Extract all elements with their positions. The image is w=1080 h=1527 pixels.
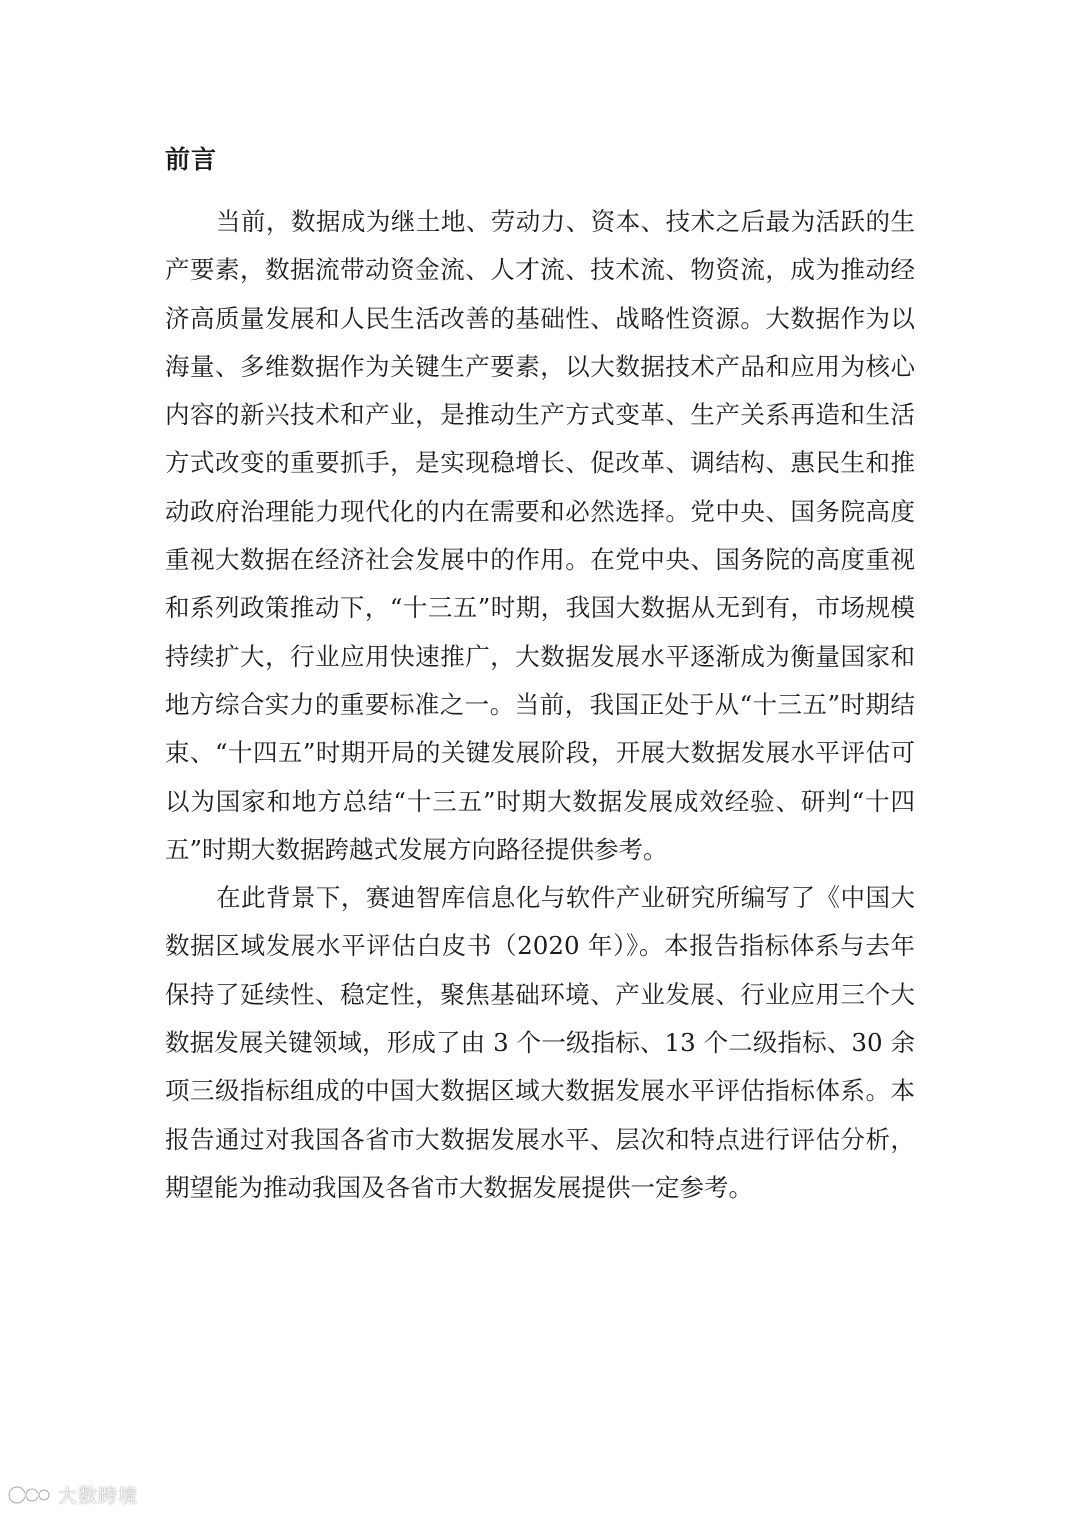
page-title: 前言 xyxy=(165,145,218,174)
watermark xyxy=(6,1481,138,1508)
brand-logo-icon xyxy=(6,1484,52,1506)
body-text xyxy=(165,198,915,1212)
paragraph-2: 在此背景下，赛迪智库信息化与软件产业研究所编写了《中国大数据区域发展水平评估白皮书（2020 年）》。本报告指标体系与去年保持了延续性、稳定性，聚焦基础环境、产业发展、行业应用三个大数据发展关键领域，形成了由 3 个一级指标、13 个二级指标、30 余项三级指标组成的中国大数据区域大数据发展水平评估指标体系。本报告通过对我国各省市大数据发展水平、层次和特点进行评估分析，期望能为推动我国及各省市大数据发展提供一定参考。 xyxy=(165,883,915,1202)
paragraph-1: 当前，数据成为继土地、劳动力、资本、技术之后最为活跃的生产要素，数据流带动资金流、人才流、技术流、物资流，成为推动经济高质量发展和人民生活改善的基础性、战略性资源。大数据作为以海量、多维数据作为关键生产要素，以大数据技术产品和应用为核心内容的新兴技术和产业，是推动生产方式变革、生产关系再造和生活方式改变的重要抓手，是实现稳增长、促改革、调结构、惠民生和推动政府治理能力现代化的内在需要和必然选择。党中央、国务院高度重视大数据在经济社会发展中的作用。在党中央、国务院的高度重视和系列政策推动下，“十三五”时期，我国大数据从无到有，市场规模持续扩大，行业应用快速推广，大数据发展水平逐渐成为衡量国家和地方综合实力的重要标准之一。当前，我国正处于从“十三五”时期结束、“十四五”时期开局的关键发展阶段，开展大数据发展水平评估可以为国家和地方总结“十三五”时期大数据发展成效经验、研判“十四五”时期大数据跨越式发展方向路径提供参考。 xyxy=(165,207,915,864)
watermark-text: 大数跨境 xyxy=(58,1485,139,1507)
